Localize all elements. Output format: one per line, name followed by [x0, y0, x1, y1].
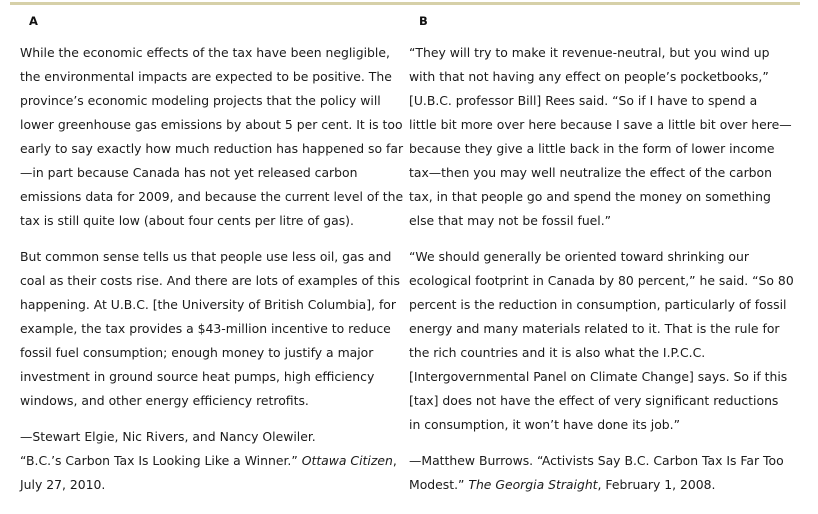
passage-a: [20, 14, 404, 497]
text-line: fossil fuel consumption; enough money to justify a major: [20, 345, 374, 360]
passage-a-heading: A: [29, 14, 38, 28]
passage-a-paragraph-1: [20, 41, 404, 233]
text-line: because they give a little back in the form of lower income: [409, 141, 775, 156]
text-line: —in part because Canada has not yet released carbon: [20, 165, 358, 180]
text-line: with that not having any effect on people’s pocketbooks,”: [409, 69, 769, 84]
text-line: lower greenhouse gas emissions by about 5 per cent. It is too: [20, 117, 403, 132]
passage-b-paragraph-1: [409, 41, 801, 233]
passage-a-citation: [20, 425, 400, 497]
text-line: example, the tax provides a $43-million incentive to reduce: [20, 321, 391, 336]
citation-title: “B.C.’s Carbon Tax Is Looking Like a Winner.”: [20, 453, 302, 468]
text-line: tax is still quite low (about four cents per litre of gas).: [20, 213, 354, 228]
text-line: early to say exactly how much reduction has happened so far: [20, 141, 404, 156]
text-line: tax, in that people go and spend the money on something: [409, 189, 771, 204]
text-line: [tax] does not have the effect of very significant reductions: [409, 393, 779, 408]
citation-punct: ,: [392, 453, 397, 468]
text-line: the rich countries and it is also what the I.P.C.C.: [409, 345, 706, 360]
citation-date: July 27, 2010.: [20, 477, 106, 492]
citation-date: , February 1, 2008.: [597, 477, 716, 492]
citation-title-line: [20, 449, 400, 473]
text-line: investment in ground source heat pumps, high efficiency: [20, 369, 375, 384]
citation-line-1: —Matthew Burrows. “Activists Say B.C. Carbon Tax Is Far Too: [409, 453, 784, 468]
text-line: little bit more over here because I save a little bit over here—: [409, 117, 792, 132]
text-line: ecological footprint in Canada by 80 percent,” he said. “So 80: [409, 273, 794, 288]
text-line: But common sense tells us that people use less oil, gas and: [20, 249, 392, 264]
text-line: windows, and other energy efficiency retrofits.: [20, 393, 309, 408]
citation-authors: —Stewart Elgie, Nic Rivers, and Nancy Olewiler.: [20, 429, 316, 444]
passage-b-heading: B: [419, 14, 428, 28]
passage-b-citation: [409, 449, 801, 497]
text-line: energy and many materials related to it. That is the rule for: [409, 321, 780, 336]
text-line: percent is the reduction in consumption, particularly of fossil: [409, 297, 787, 312]
text-line: the environmental impacts are expected to be positive. The: [20, 69, 392, 84]
citation-title-end: Modest.”: [409, 477, 469, 492]
text-line: emissions data for 2009, and because the current level of the: [20, 189, 404, 204]
citation-line-2: [409, 473, 801, 497]
text-line: While the economic effects of the tax have been negligible,: [20, 45, 390, 60]
top-divider: [10, 2, 800, 5]
text-line: “They will try to make it revenue-neutral, but you wind up: [409, 45, 770, 60]
passage-b-paragraph-2: [409, 245, 801, 437]
text-line: province’s economic modeling projects that the policy will: [20, 93, 381, 108]
text-line: tax—then you may well neutralize the effect of the carbon: [409, 165, 772, 180]
text-line: coal as their costs rise. And there are lots of examples of this: [20, 273, 400, 288]
citation-publication: The Georgia Straight: [468, 477, 598, 492]
passage-b: [409, 14, 801, 497]
citation-publication: Ottawa Citizen: [301, 453, 393, 468]
text-line: [U.B.C. professor Bill] Rees said. “So if I have to spend a: [409, 93, 758, 108]
text-line: [Intergovernmental Panel on Climate Change] says. So if this: [409, 369, 788, 384]
text-line: else that may not be fossil fuel.”: [409, 213, 612, 228]
text-line: happening. At U.B.C. [the University of British Columbia], for: [20, 297, 396, 312]
passage-a-paragraph-2: [20, 245, 400, 413]
text-line: in consumption, it won’t have done its job.”: [409, 417, 681, 432]
text-line: “We should generally be oriented toward shrinking our: [409, 249, 749, 264]
